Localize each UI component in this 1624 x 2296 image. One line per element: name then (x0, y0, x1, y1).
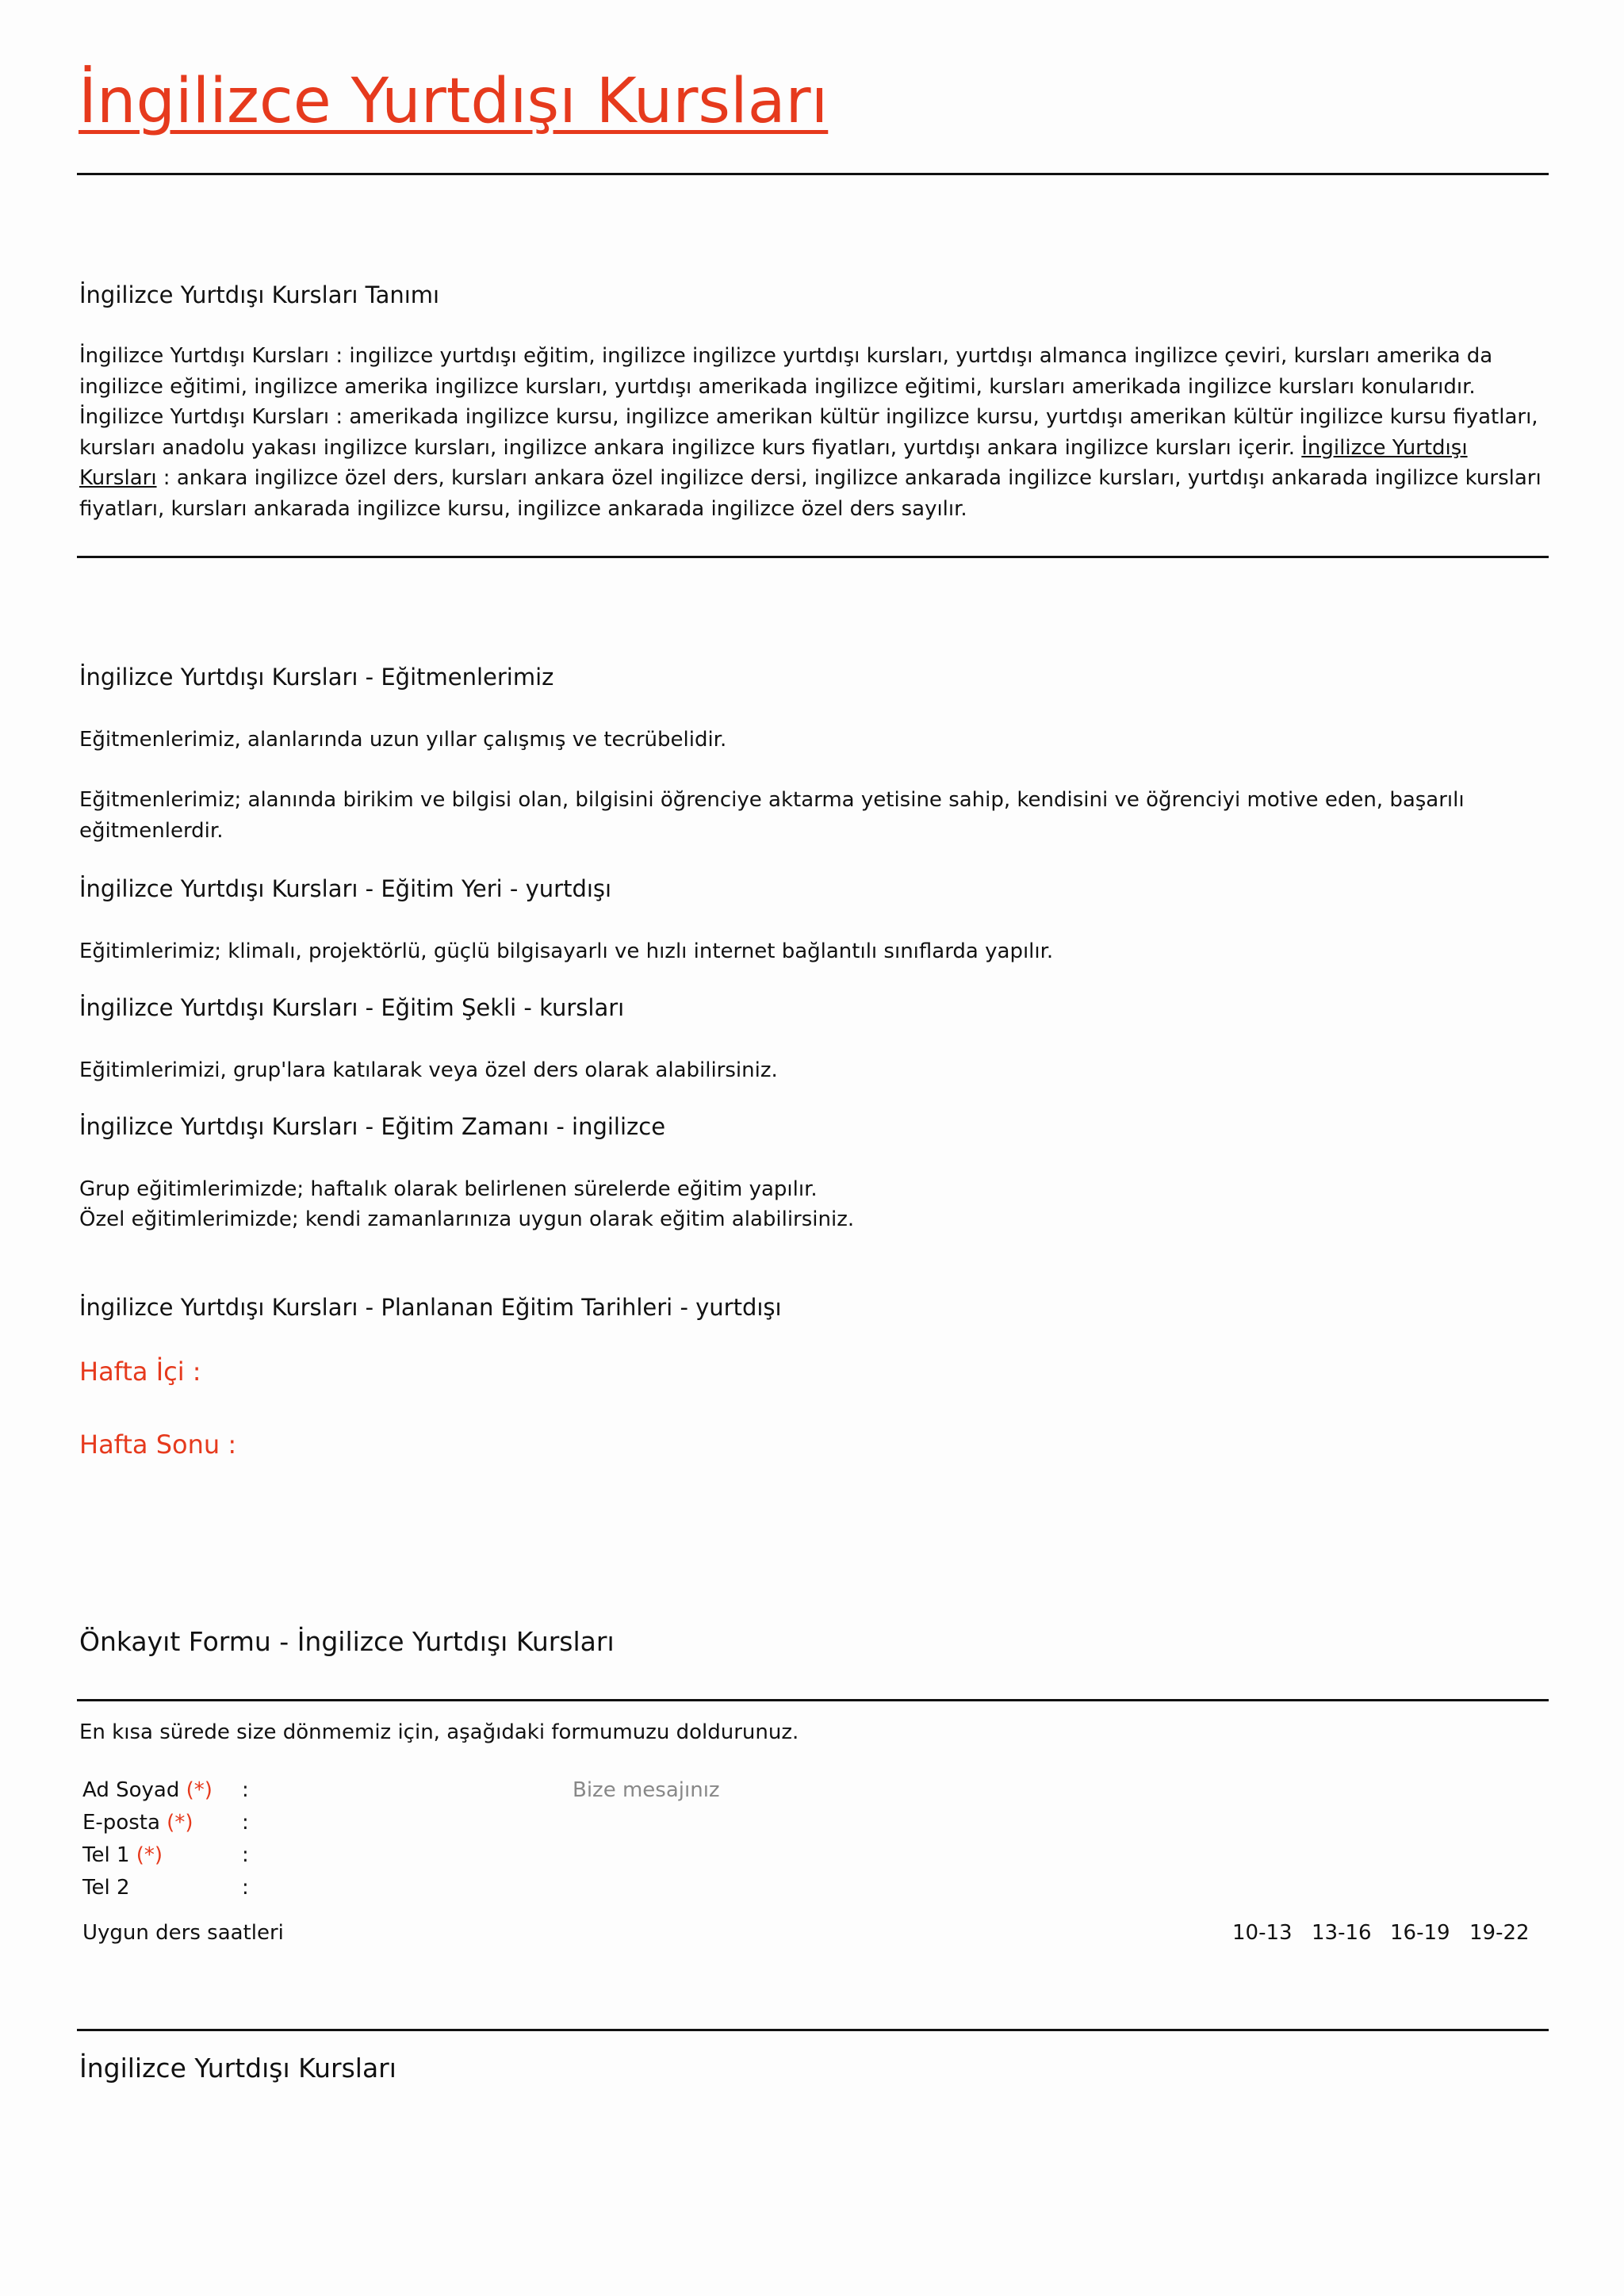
email-input[interactable] (262, 1811, 547, 1838)
tel1-required-mark: (*) (136, 1843, 163, 1867)
email-label-text: E-posta (82, 1811, 160, 1835)
definition-text-part1: İngilizce Yurtdışı Kursları : ingilizce yurtdışı eğitim, ingilizce ingilizce yurtdışı kursları, yurtdışı almanca ingilizce çeviri, kursları amerika da ingilizce eğitimi, ingilizce amerika ingilizce kursları, yurtdışı amerikada ingilizce eğitimi, kursları amerikada ingilizce kursları konularıdır. İngilizce Yurtdışı Kursları : amerikada ingilizce kursu, ingilizce amerikan kültür ingilizce kursu, yurtdışı amerikan kültür ingilizce kursu fiyatları, kursları anadolu yakası ingilizce kursları, ingilizce ankara ingilizce kurs fiyatları, yurtdışı ankara ingilizce kursları içerir. (79, 344, 1538, 460)
name-required-mark: (*) (186, 1778, 213, 1802)
format-heading: İngilizce Yurtdışı Kursları - Eğitim Şekli - kursları (79, 994, 625, 1021)
weekday-label: Hafta İçi : (79, 1357, 201, 1387)
hour-slot-13-16[interactable]: 13-16 (1312, 1921, 1372, 1945)
hour-slot-16-19[interactable]: 16-19 (1390, 1921, 1450, 1945)
name-input[interactable] (262, 1778, 547, 1805)
hour-slot-10-13[interactable]: 10-13 (1232, 1921, 1293, 1945)
location-paragraph: Eğitimlerimiz; klimalı, projektörlü, güçlü bilgisayarlı ve hızlı internet bağlantılı sınıflarda yapılır. (79, 939, 1054, 963)
hours-label: Uygun ders saatleri (82, 1921, 284, 1945)
schedule-heading: İngilizce Yurtdışı Kursları - Planlanan Eğitim Tarihleri - yurtdışı (79, 1294, 782, 1321)
definition-paragraph (79, 341, 1546, 524)
timing-line-2: Özel eğitimlerimizde; kendi zamanlarınıza uygun olarak eğitim alabilirsiniz. (79, 1207, 855, 1231)
tel2-input[interactable] (262, 1876, 547, 1903)
timing-heading: İngilizce Yurtdışı Kursları - Eğitim Zamanı - ingilizce (79, 1113, 666, 1140)
timing-line-1: Grup eğitimlerimizde; haftalık olarak belirlenen sürelerde eğitim yapılır. (79, 1177, 818, 1201)
name-label (82, 1778, 213, 1802)
tel2-label-text: Tel 2 (82, 1876, 130, 1900)
footer-divider (77, 2029, 1549, 2031)
tel1-input[interactable] (262, 1843, 547, 1870)
email-colon: : (242, 1811, 249, 1835)
site-title-link[interactable]: İngilizce Yurtdışı Kursları (79, 66, 829, 137)
definition-text-part2: : ankara ingilizce özel ders, kursları ankara özel ingilizce dersi, ingilizce ankarada ingilizce kursları, yurtdışı ankarada ingilizce kursları fiyatları, kursları ankarada ingilizce kursu, ingilizce ankarada ingilizce özel ders sayılır. (79, 466, 1542, 521)
name-label-text: Ad Soyad (82, 1778, 180, 1802)
form-intro: En kısa sürede size dönmemiz için, aşağıdaki formumuzu doldurunuz. (79, 1720, 799, 1744)
definition-inline-link[interactable]: İngilizce Yurtdışı Kursları (79, 435, 1468, 490)
tel1-label-text: Tel 1 (82, 1843, 130, 1867)
form-title: Önkayıt Formu - İngilizce Yurtdışı Kursları (79, 1626, 615, 1657)
message-textarea[interactable] (573, 1778, 1540, 1897)
tel2-colon: : (242, 1876, 249, 1900)
location-heading: İngilizce Yurtdışı Kursları - Eğitim Yeri - yurtdışı (79, 875, 612, 902)
teachers-paragraph-1: Eğitmenlerimiz, alanlarında uzun yıllar çalışmış ve tecrübelidir. (79, 728, 727, 752)
name-colon: : (242, 1778, 249, 1802)
teachers-paragraph-2: Eğitmenlerimiz; alanında birikim ve bilgisi olan, bilgisini öğrenciye aktarma yetisine sahip, kendisini ve öğrenciyi motive eden, başarılı eğitmenlerdir. (79, 788, 1465, 843)
email-label (82, 1811, 193, 1835)
hour-slot-19-22[interactable]: 19-22 (1469, 1921, 1530, 1945)
footer-title: İngilizce Yurtdışı Kursları (79, 2053, 396, 2084)
format-paragraph: Eğitimlerimizi, grup'lara katılarak veya özel ders olarak alabilirsiniz. (79, 1058, 778, 1082)
teachers-heading: İngilizce Yurtdışı Kursları - Eğitmenlerimiz (79, 664, 554, 691)
tel2-label (82, 1876, 130, 1900)
tel1-colon: : (242, 1843, 249, 1867)
tel1-label (82, 1843, 163, 1867)
email-required-mark: (*) (167, 1811, 193, 1835)
definition-divider (77, 556, 1549, 558)
header-divider (77, 173, 1549, 175)
weekend-label: Hafta Sonu : (79, 1429, 237, 1460)
form-divider (77, 1699, 1549, 1701)
definition-heading: İngilizce Yurtdışı Kursları Tanımı (79, 281, 440, 308)
